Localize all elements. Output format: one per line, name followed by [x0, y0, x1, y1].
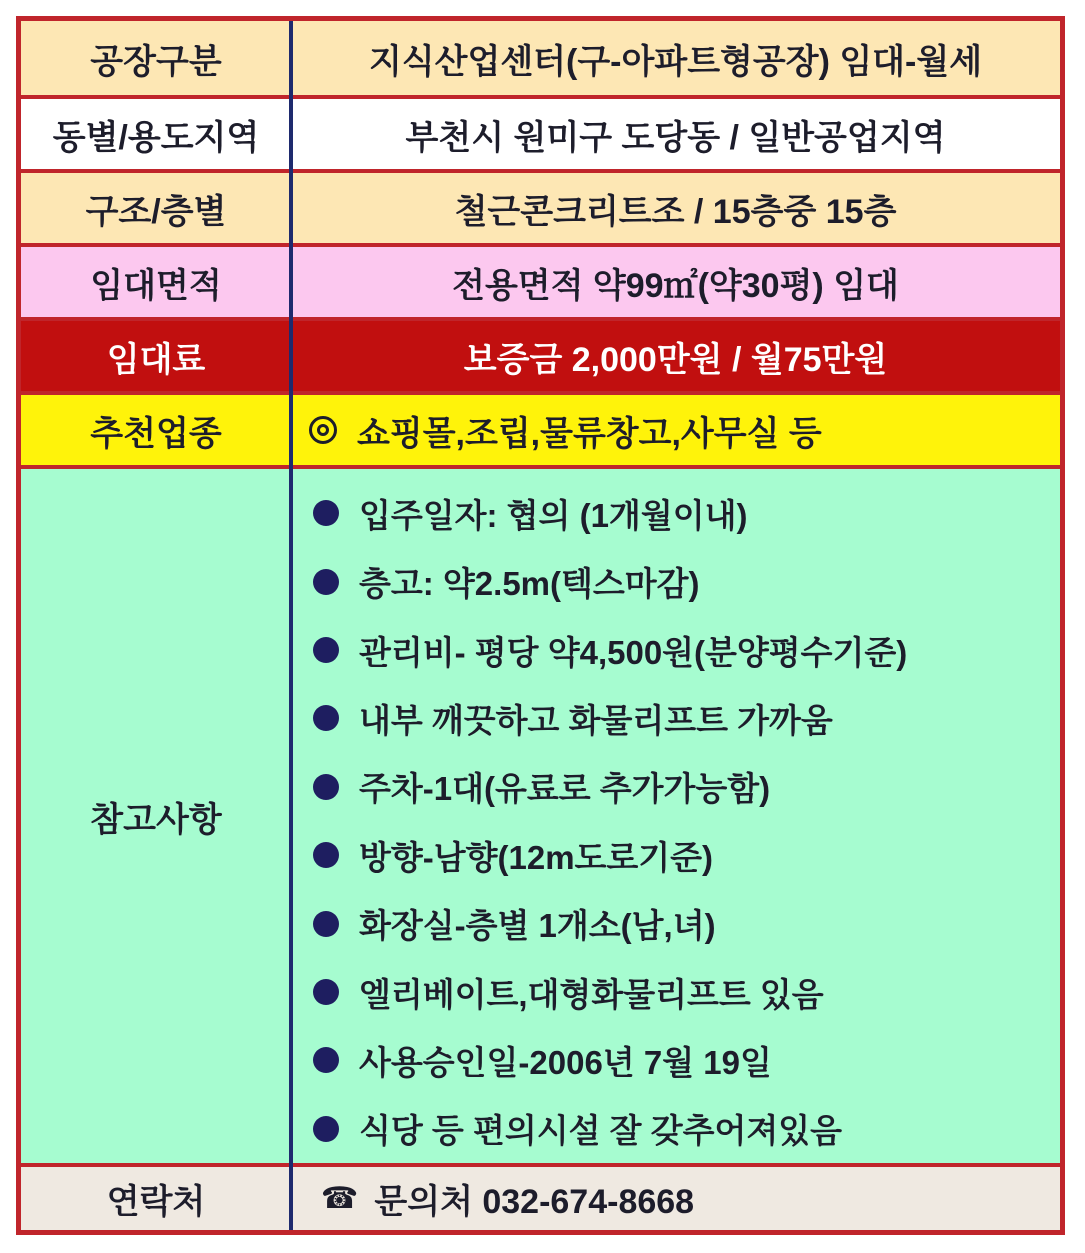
row-notes — [21, 465, 1060, 1163]
row-rent — [21, 317, 1060, 391]
row-contact — [21, 1163, 1060, 1230]
list-item: 입주일자: 협의 (1개월이내) — [313, 479, 747, 547]
list-item: 층고: 약2.5m(텍스마감) — [313, 547, 700, 615]
list-item: 방향-남향(12m도로기준) — [313, 821, 713, 889]
label-structure: 구조/층별 — [85, 192, 227, 231]
row-recommended — [21, 391, 1060, 465]
value-structure: 철근콘크리트조 / 15층중 15층 — [454, 192, 897, 231]
property-info-table — [16, 16, 1065, 1235]
value-rent: 보증금 2,000만원 / 월75만원 — [463, 340, 888, 379]
bullet-icon — [313, 500, 339, 526]
bullet-icon — [313, 979, 339, 1005]
bullet-icon — [313, 842, 339, 868]
row-area — [21, 243, 1060, 317]
row-location — [21, 95, 1060, 169]
list-item: 주차-1대(유료로 추가가능함) — [313, 753, 770, 821]
value-area: 전용면적 약99㎡(약30평) 임대 — [452, 266, 899, 305]
list-item: 엘리베이트,대형화물리프트 있음 — [313, 958, 824, 1026]
bullet-icon — [313, 1047, 339, 1073]
column-divider — [289, 21, 293, 1230]
value-factory-type: 지식산업센터(구-아파트형공장) 임대-월세 — [368, 42, 983, 81]
label-location: 동별/용도지역 — [52, 118, 260, 157]
bullet-icon — [313, 774, 339, 800]
phone-icon: ☎ — [321, 1182, 359, 1215]
list-item: 식당 등 편의시설 잘 갖추어져있음 — [313, 1095, 842, 1163]
notes-list — [291, 469, 1060, 1163]
value-location: 부천시 원미구 도당동 / 일반공업지역 — [405, 118, 946, 157]
bullet-icon — [313, 569, 339, 595]
double-circle-icon — [309, 416, 337, 444]
value-recommended: 쇼핑몰,조립,물류창고,사무실 등 — [357, 414, 822, 453]
list-item: 내부 깨끗하고 화물리프트 가까움 — [313, 684, 833, 752]
list-item: 관리비- 평당 약4,500원(분양평수기준) — [313, 616, 907, 684]
value-recommended-cell — [291, 395, 1060, 465]
value-contact-cell — [291, 1167, 1060, 1230]
list-item: 화장실-층별 1개소(남,녀) — [313, 889, 716, 957]
list-item: 사용승인일-2006년 7월 19일 — [313, 1026, 772, 1094]
label-rent: 임대료 — [106, 340, 206, 379]
bullet-icon — [313, 705, 339, 731]
bullet-icon — [313, 911, 339, 937]
label-notes: 참고사항 — [90, 800, 222, 839]
label-contact: 연락처 — [106, 1183, 206, 1221]
label-recommended: 추천업종 — [90, 414, 222, 453]
row-structure — [21, 169, 1060, 243]
bullet-icon — [313, 637, 339, 663]
label-factory-type: 공장구분 — [90, 42, 222, 81]
row-factory-type — [21, 21, 1060, 95]
bullet-icon — [313, 1116, 339, 1142]
value-contact: 문의처 032-674-8668 — [374, 1183, 695, 1221]
label-area: 임대면적 — [90, 266, 222, 305]
